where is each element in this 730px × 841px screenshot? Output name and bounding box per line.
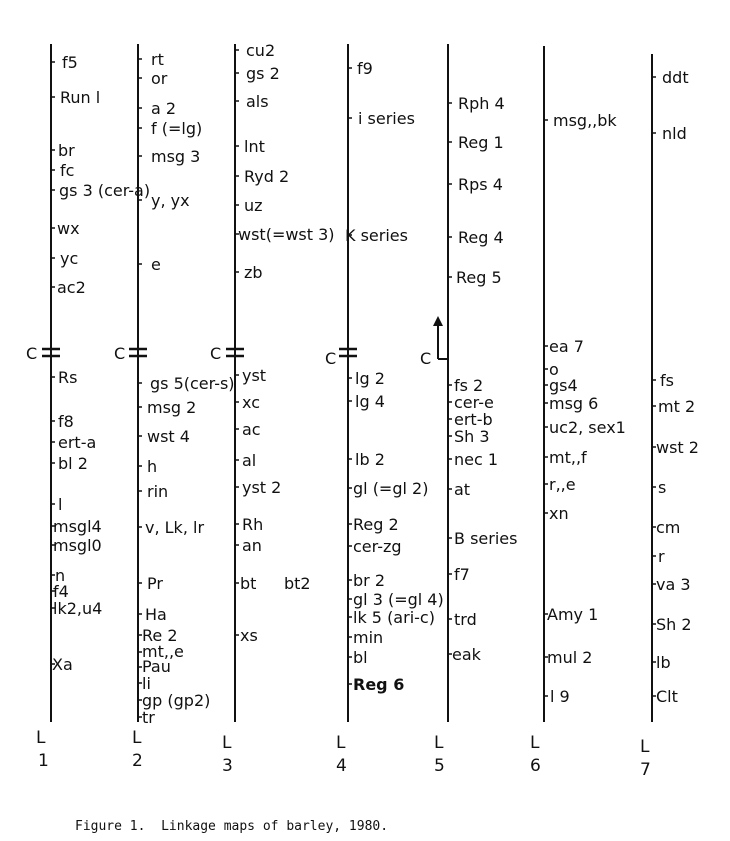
chromosome-label-letter: L [530, 733, 540, 753]
centromere-label: C [26, 344, 38, 363]
marker-label: Sh 2 [656, 615, 692, 634]
marker-label: fc [60, 161, 75, 180]
chromosome-5 [420, 44, 517, 776]
chromosome-label-number: 5 [434, 756, 445, 776]
marker-label: Clt [656, 687, 678, 706]
marker-label: fs 2 [454, 376, 484, 395]
marker-label: l [58, 495, 63, 514]
marker-label: li [142, 674, 151, 693]
marker-label: Reg 1 [458, 133, 504, 152]
marker-label: ert-b [454, 410, 493, 429]
chromosome-1 [26, 44, 150, 771]
chromosome-label-letter: L [132, 728, 142, 748]
marker-label: lg 4 [355, 392, 385, 411]
marker-label: Reg 4 [458, 228, 504, 247]
marker-label: yst [242, 366, 267, 385]
marker-label: nec 1 [454, 450, 499, 469]
marker-label: v, Lk, lr [145, 518, 205, 537]
marker-label: bl 2 [58, 454, 88, 473]
marker-label: lk2,u4 [53, 599, 103, 618]
marker-label: zb [244, 263, 263, 282]
marker-label: msg 6 [549, 394, 599, 413]
marker-label: msg 3 [151, 147, 201, 166]
marker-label: cer-zg [353, 537, 402, 556]
marker-label: ert-a [58, 433, 97, 452]
marker-label: bl [353, 648, 368, 667]
marker-label: Reg 6 [353, 675, 405, 694]
marker-label: mul 2 [547, 648, 593, 667]
marker-label: wx [57, 219, 80, 238]
marker-label: Pau [142, 657, 171, 676]
marker-label: r [658, 547, 665, 566]
chromosome-label-number: 7 [640, 760, 651, 780]
marker-label: n [55, 566, 66, 585]
marker-label: h [147, 457, 158, 476]
chromosome-label-number: 2 [132, 751, 143, 771]
marker-label: ac [242, 420, 261, 439]
marker-label: o [549, 360, 559, 379]
marker-label: msgl4 [53, 517, 102, 536]
marker-label: cu2 [246, 41, 276, 60]
marker-label: gs 3 (cer-a) [59, 181, 151, 200]
marker-label: lk 5 (ari-c) [353, 608, 435, 627]
marker-label: lg 2 [355, 369, 385, 388]
marker-label: s [658, 478, 667, 497]
marker-label: eak [452, 645, 481, 664]
marker-label: Pr [147, 574, 163, 593]
centromere-label: C [420, 349, 432, 368]
marker-label: fs [660, 371, 674, 390]
marker-label: f5 [62, 53, 78, 72]
marker-label: Rh [242, 515, 264, 534]
marker-label: bt [240, 574, 257, 593]
marker-label: Xa [52, 655, 73, 674]
marker-label: msgl0 [53, 536, 102, 555]
marker-label: Reg 2 [353, 515, 399, 534]
marker-label: Reg 5 [456, 268, 502, 287]
marker-label: uc2, sex1 [549, 418, 626, 437]
marker-label: br [58, 141, 75, 160]
marker-label: Re 2 [142, 626, 178, 645]
marker-label: ea 7 [549, 337, 584, 356]
marker-label: Ryd 2 [244, 167, 290, 186]
marker-label: Rph 4 [458, 94, 505, 113]
marker-label: y, yx [151, 191, 190, 210]
chromosome-label-number: 3 [222, 756, 233, 776]
marker-label: al [242, 451, 257, 470]
marker-label: at [454, 480, 471, 499]
marker-label: xs [240, 626, 258, 645]
marker-label: rin [147, 482, 169, 501]
marker-label: Rs [58, 368, 78, 387]
marker-label: gl 3 (=gl 4) [353, 590, 444, 609]
marker-label: f (=lg) [151, 119, 203, 138]
marker-label: trd [454, 610, 477, 629]
marker-label: yst 2 [242, 478, 282, 497]
chromosome-label-letter: L [434, 733, 444, 753]
marker-label: f4 [53, 582, 69, 601]
marker-label: br 2 [353, 571, 385, 590]
marker-label: a 2 [151, 99, 177, 118]
marker-label: wst 4 [147, 427, 190, 446]
marker-label: xn [549, 504, 569, 523]
marker-label: mt,,f [549, 448, 587, 467]
chromosome-label-number: 6 [530, 756, 541, 776]
chromosome-2 [114, 44, 235, 771]
chromosome-label-letter: L [336, 733, 346, 753]
marker-label: e [151, 255, 161, 274]
marker-label: wst(=wst 3) [238, 225, 335, 244]
chromosome-label-letter: L [222, 733, 232, 753]
marker-label: K series [345, 226, 408, 245]
marker-label: mt,,e [142, 642, 184, 661]
marker-label: r,,e [549, 475, 576, 494]
marker-label: va 3 [656, 575, 691, 594]
chromosome-label-number: 4 [336, 756, 347, 776]
marker-label: l 9 [550, 687, 570, 706]
marker-label: f8 [58, 412, 74, 431]
chromosome-label-number: 1 [38, 751, 49, 771]
marker-label: Sh 3 [454, 427, 490, 446]
marker-label: min [353, 628, 384, 647]
arrow-icon [433, 316, 443, 326]
marker-label: gp (gp2) [142, 691, 211, 710]
marker-label: gs4 [549, 376, 578, 395]
chromosome-3 [210, 41, 335, 776]
marker-label: f7 [454, 565, 470, 584]
marker-label: uz [244, 196, 263, 215]
marker-label: ddt [662, 68, 689, 87]
marker-label: or [151, 69, 168, 88]
chromosome-4 [325, 44, 444, 776]
chromosome-label-letter: L [36, 728, 46, 748]
chromosome-7 [640, 54, 699, 780]
marker-label: xc [242, 393, 260, 412]
marker-label: lb 2 [355, 450, 385, 469]
marker-label: tr [142, 708, 155, 727]
marker-label: lnt [244, 137, 265, 156]
marker-label: ac2 [57, 278, 86, 297]
marker-label: gs 2 [246, 64, 280, 83]
centromere-label: C [114, 344, 126, 363]
chromosome-6 [530, 46, 626, 776]
marker-label: cm [656, 518, 681, 537]
marker-label: Rps 4 [458, 175, 503, 194]
marker-label: mt 2 [658, 397, 696, 416]
figure-caption: Figure 1. Linkage maps of barley, 1980. [75, 819, 389, 834]
centromere-label: C [325, 349, 337, 368]
marker-label: an [242, 536, 262, 555]
marker-label: Run l [60, 88, 101, 107]
marker-label: msg,,bk [553, 111, 617, 130]
marker-label: lb [656, 653, 671, 672]
marker-label: f9 [357, 59, 373, 78]
marker-label: Amy 1 [547, 605, 599, 624]
marker-label: als [246, 92, 269, 111]
chromosome-label-letter: L [640, 737, 650, 757]
marker-label: rt [151, 50, 164, 69]
marker-label: gs 5(cer-s) [150, 374, 235, 393]
marker-label: i series [358, 109, 415, 128]
marker-label: bt2 [284, 574, 311, 593]
centromere-label: C [210, 344, 222, 363]
marker-label: gl (=gl 2) [353, 479, 429, 498]
marker-label: yc [60, 249, 79, 268]
marker-label: nld [662, 124, 687, 143]
marker-label: Ha [145, 605, 167, 624]
marker-label: wst 2 [656, 438, 699, 457]
marker-label: msg 2 [147, 398, 197, 417]
marker-label: cer-e [454, 393, 494, 412]
marker-label: B series [454, 529, 518, 548]
